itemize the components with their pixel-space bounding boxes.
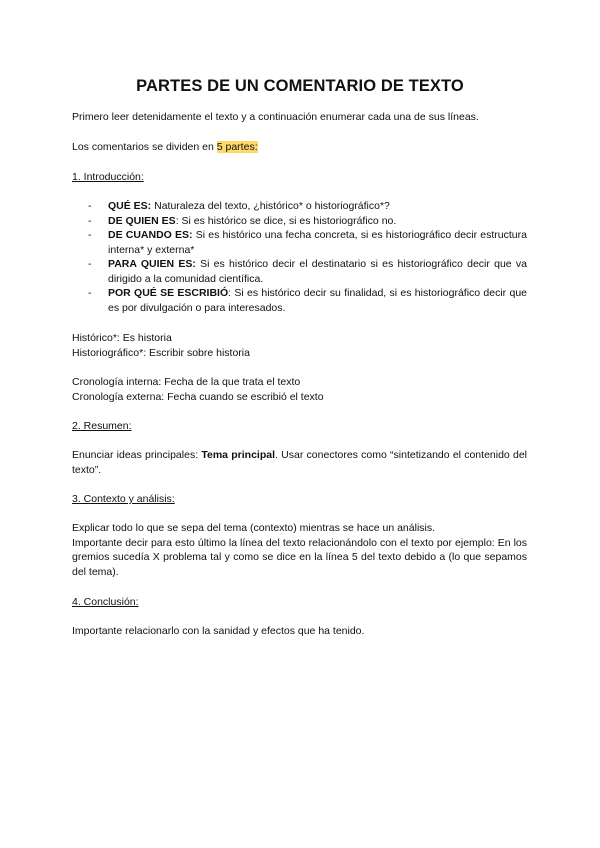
list-item-term: DE QUIEN ES — [108, 214, 176, 227]
list-item-text: Naturaleza del texto, ¿histórico* o historiográfico*? — [151, 200, 390, 212]
note-line: Historiográfico*: Escribir sobre historia — [72, 346, 250, 359]
list-item-term: PARA QUIEN ES: — [108, 258, 196, 270]
section-heading-introduccion: 1. Introducción: — [72, 171, 144, 183]
intro-paragraph: Primero leer detenidamente el texto y a continuación enumerar cada una de sus líneas. — [72, 111, 479, 123]
contexto-line: Importante decir para esto último la línea del texto relacionándolo con el texto por ejemplo: En los gremios sucedía X problema tal y como se dice en la línea 5 del texto debido a (lo que sepamos del tema). — [72, 536, 527, 578]
list-item — [72, 257, 527, 286]
section-heading-resumen: 2. Resumen: — [72, 420, 132, 432]
list-item — [72, 228, 527, 257]
list-item-text: Si es histórico decir el destinatario si es historiográfico decir que va dirigido a la comunidad científica. — [108, 258, 527, 285]
list-item — [72, 199, 527, 214]
intro-list — [72, 199, 527, 315]
division-text: Los comentarios se dividen en — [72, 141, 217, 153]
note-line: Histórico*: Es historia — [72, 332, 172, 344]
list-item — [72, 214, 527, 229]
note-line: Cronología interna: Fecha de la que trata el texto — [72, 376, 301, 388]
section-heading-contexto: 3. Contexto y análisis: — [72, 493, 175, 505]
note-line: Cronología externa: Fecha cuando se escribió el texto — [72, 390, 324, 403]
resumen-paragraph — [72, 448, 527, 477]
page-title: PARTES DE UN COMENTARIO DE TEXTO — [136, 77, 464, 95]
list-item — [72, 286, 527, 315]
list-item-text: : Si es histórico se dice, si es historiográfico no. — [175, 214, 397, 227]
section-heading-conclusion: 4. Conclusión: — [72, 596, 139, 608]
definitions-note — [72, 331, 527, 360]
chronology-note — [72, 375, 527, 404]
list-item-term: QUÉ ES: — [108, 200, 152, 212]
list-item-text: Si es histórico una fecha concreta, si es historiográfico decir estructura interna* y externa* — [108, 229, 527, 256]
conclusion-paragraph: Importante relacionarlo con la sanidad y efectos que ha tenido. — [72, 625, 365, 637]
contexto-line: Explicar todo lo que se sepa del tema (contexto) mientras se hace un análisis. — [72, 522, 436, 534]
list-item-text: : Si es histórico decir su finalidad, si es historiográfico decir que es por divulgación o para interesados. — [108, 287, 527, 314]
division-paragraph — [72, 140, 527, 155]
resumen-bold-text: Tema principal — [201, 449, 275, 461]
resumen-text: Enunciar ideas principales: — [72, 449, 202, 461]
list-item-term: POR QUÉ SE ESCRIBIÓ — [108, 287, 229, 299]
list-item-term: DE CUANDO ES: — [108, 229, 193, 241]
highlighted-text: 5 partes: — [216, 141, 258, 153]
resumen-text-end: . Usar conectores como “sintetizando el contenido del texto”. — [72, 449, 527, 476]
contexto-paragraph — [72, 521, 527, 579]
